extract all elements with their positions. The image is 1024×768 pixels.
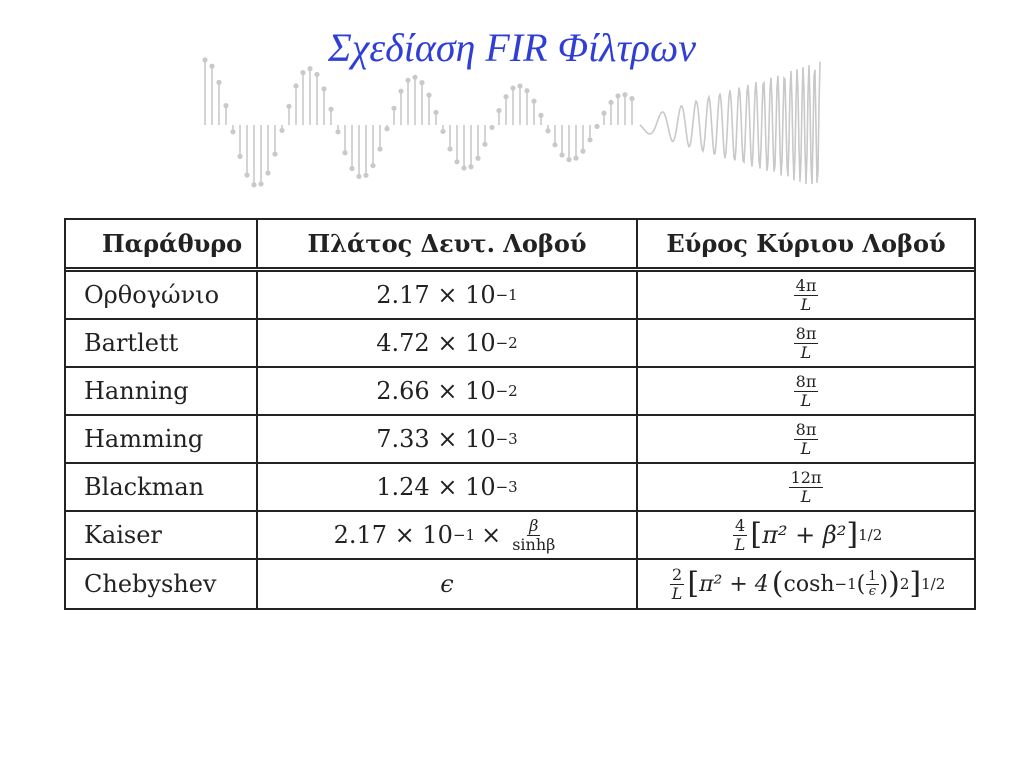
width-fraction [789,469,824,506]
window-comparison-table [64,218,976,610]
inner-open-paren: ( [856,571,866,597]
mainlobe-width [638,368,974,414]
amp-mantissa: 2.17 × 10 [333,521,453,549]
window-name: Kaiser [66,512,258,558]
epsilon-value: ϵ [440,570,454,598]
mainlobe-width [638,272,974,318]
mainlobe-width [638,320,974,366]
mainlobe-width: $\frac{2}{L}$ [ π² + 4 ( cosh −1 ( $\frac{1}{\epsilon}$ ) ) 2 ] 1/2 [671,564,946,603]
fraction-denominator: L [800,486,812,506]
header-window: Παράθυρο [66,220,258,267]
amp-mantissa: 4.72 × 10 [376,329,496,357]
amp-mantissa: 7.33 × 10 [376,425,496,453]
sidelobe-amplitude: 2.17 × 10 −1 [258,272,638,318]
width-fraction [794,373,819,410]
window-name: Hanning [66,368,258,414]
window-name: Hamming [66,416,258,462]
table-row-kaiser [66,512,974,560]
sidelobe-amplitude: 1.24 × 10 −3 [258,464,638,510]
fraction-numerator: 12π [790,467,822,487]
width-expression: π² + 4 [699,571,769,597]
fraction-numerator: 4 [734,515,746,535]
table-row [66,320,974,368]
width-fraction [794,277,819,314]
mainlobe-width [638,464,974,510]
amp-mantissa: 2.66 × 10 [376,377,496,405]
header-sidelobe-amplitude: Πλάτος Δευτ. Λοβού [258,220,638,267]
decorative-waveform [195,50,825,200]
window-name: Chebyshev [66,560,258,608]
mainlobe-width: $\frac{4}{L}$ [ π² + β² ] 1/2 [734,515,883,554]
fraction-numerator: 2 [671,564,683,584]
fraction-denominator: L [671,583,683,603]
fraction-denominator: ϵ [868,583,877,599]
fraction-denominator: L [800,294,812,314]
width-fraction [794,421,819,458]
inner-fraction [866,570,878,599]
fraction-numerator: 8π [795,419,817,439]
fraction-denominator: L [800,342,812,362]
sidelobe-amplitude: 7.33 × 10 −3 [258,416,638,462]
fraction-denominator: L [800,438,812,458]
fraction-numerator: 8π [795,371,817,391]
fraction-numerator: 4π [795,275,817,295]
table-header-row [66,220,974,272]
sidelobe-amplitude: 2.66 × 10 −2 [258,368,638,414]
table-row [66,272,974,320]
cosh-function: cosh [783,571,835,597]
fraction-numerator: 1 [868,568,877,584]
table-row [66,416,974,464]
fraction-denominator: L [800,390,812,410]
beta-fraction [510,517,557,554]
window-name: Blackman [66,464,258,510]
fraction-denominator: L [734,534,746,554]
mainlobe-width [638,416,974,462]
header-mainlobe-width: Εύρος Κύριου Λοβού [666,229,946,258]
times-sign: × [481,521,502,549]
table-row-chebyshev [66,560,974,608]
sidelobe-amplitude [258,560,638,608]
amp-mantissa: 2.17 × 10 [376,281,496,309]
sidelobe-amplitude: 4.72 × 10 −2 [258,320,638,366]
amp-mantissa: 1.24 × 10 [376,473,496,501]
width-fraction [794,325,819,362]
width-fraction [670,566,685,603]
table-row [66,464,974,512]
inner-close-paren: ) [879,571,889,597]
fraction-numerator: β [529,515,539,535]
window-name: Bartlett [66,320,258,366]
slide-title: Σχεδίαση FIR Φίλτρων [328,25,696,70]
window-name: Ορθογώνιο [66,272,258,318]
table-row [66,368,974,416]
width-expression: π² + β² [762,521,847,549]
fraction-denominator: sinhβ [512,534,556,554]
width-fraction [733,517,748,554]
sidelobe-amplitude: 2.17 × 10 −1 × $\frac{\beta}{\sinh\beta}$ [258,512,638,558]
fraction-numerator: 8π [795,323,817,343]
